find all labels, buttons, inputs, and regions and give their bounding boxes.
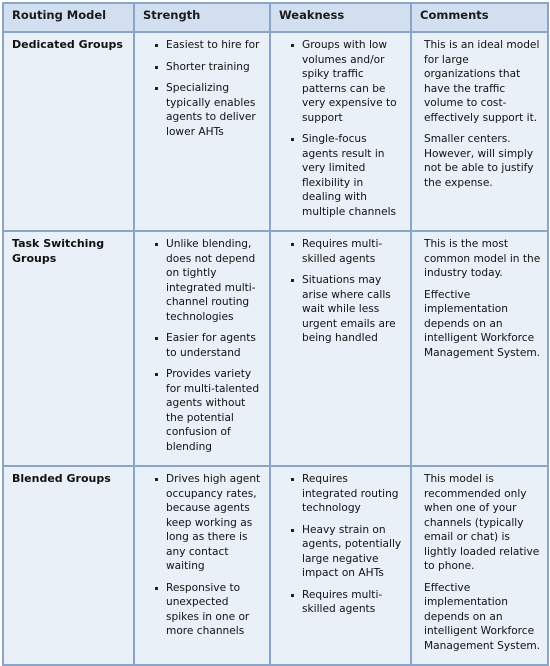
header-strength: Strength: [134, 3, 270, 32]
strength-item: Easiest to hire for: [155, 38, 263, 53]
weakness-list: [279, 38, 404, 219]
weakness-cell: [270, 466, 411, 665]
header-comments: Comments: [411, 3, 548, 32]
header-row: [3, 3, 548, 32]
strength-item: Shorter training: [155, 60, 263, 75]
routing-model-cell: Dedicated Groups: [3, 32, 134, 231]
comment-paragraph: Smaller centers. However, will simply not be able to justify the expense.: [424, 133, 534, 189]
weakness-cell: [270, 231, 411, 466]
table-row: [3, 32, 548, 231]
comment-paragraph: This is the most common model in the industry today.: [424, 238, 541, 279]
strength-list: [143, 38, 263, 139]
weakness-list: [279, 237, 404, 346]
weakness-item: Groups with low volumes and/or spiky traffic patterns can be very expensive to support: [291, 38, 404, 125]
weakness-item: Requires integrated routing technology: [291, 472, 404, 516]
table-row: [3, 466, 548, 665]
strength-cell: [134, 466, 270, 665]
strength-item: Responsive to unexpected spikes in one or more channels: [155, 581, 263, 639]
comment-paragraph: Effective implementation depends on an intelligent Workforce Management System.: [424, 288, 541, 359]
strength-item: Provides variety for multi-talented agents without the potential confusion of blending: [155, 367, 263, 454]
comment-paragraph: This is an ideal model for large organizations that have the traffic volume to cost-effectively support it.: [424, 39, 540, 124]
header-routing-model: Routing Model: [3, 3, 134, 32]
comment-paragraph: This model is recommended only when one of your channels (typically email or chat) is lightly loaded relative to phone.: [424, 473, 540, 572]
weakness-cell: [270, 32, 411, 231]
routing-model-cell: Task Switching Groups: [3, 231, 134, 466]
weakness-item: Requires multi-skilled agents: [291, 588, 404, 617]
routing-model-cell: Blended Groups: [3, 466, 134, 665]
strength-item: Drives high agent occupancy rates, because agents keep working as long as there is any contact waiting: [155, 472, 263, 574]
comments-cell: [411, 466, 548, 665]
header-weakness: Weakness: [270, 3, 411, 32]
routing-model-table: [2, 2, 549, 666]
strength-cell: [134, 32, 270, 231]
strength-item: Easier for agents to understand: [155, 331, 263, 360]
comment-paragraph: Effective implementation depends on an intelligent Workforce Management System.: [424, 581, 541, 652]
strength-list: [143, 472, 263, 639]
strength-item: Specializing typically enables agents to deliver lower AHTs: [155, 81, 263, 139]
comments-cell: [411, 32, 548, 231]
weakness-item: Requires multi-skilled agents: [291, 237, 404, 266]
weakness-item: Single-focus agents result in very limited flexibility in dealing with multiple channels: [291, 132, 404, 219]
strength-cell: [134, 231, 270, 466]
table-row: [3, 231, 548, 466]
weakness-item: Heavy strain on agents, potentially large negative impact on AHTs: [291, 523, 404, 581]
weakness-item: Situations may arise where calls wait while less urgent emails are being handled: [291, 273, 404, 346]
strength-item: Unlike blending, does not depend on tightly integrated multi-channel routing technologies: [155, 237, 263, 324]
strength-list: [143, 237, 263, 454]
comments-cell: [411, 231, 548, 466]
